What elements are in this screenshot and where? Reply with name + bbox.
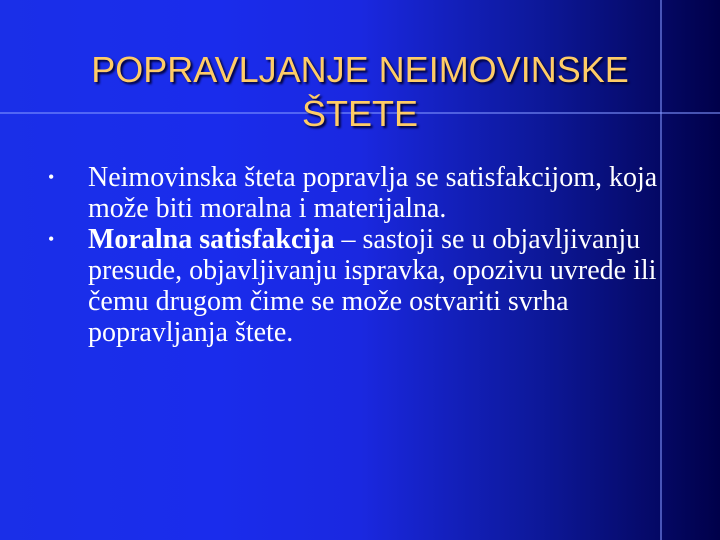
bullet-icon xyxy=(48,224,88,255)
bullet-item xyxy=(48,162,658,224)
bullet-list xyxy=(48,162,658,348)
bullet-text: – sastoji se u objavljivanju presude, objavljivanju ispravka, opozivu uvrede ili čemu drugom čime se može ostvariti svrha popravljanja štete. xyxy=(88,224,657,348)
title-line-2: ŠTETE xyxy=(301,93,418,134)
slide-title xyxy=(40,48,680,136)
bullet-bold-term: Moralna satisfakcija xyxy=(88,224,335,255)
bullet-text: Neimovinska šteta popravlja se satisfakcijom, koja može biti moralna i materijalna. xyxy=(88,162,658,224)
bullet-item xyxy=(48,224,658,348)
title-line-1: POPRAVLJANJE NEIMOVINSKE xyxy=(91,49,629,90)
bullet-icon xyxy=(48,162,88,193)
